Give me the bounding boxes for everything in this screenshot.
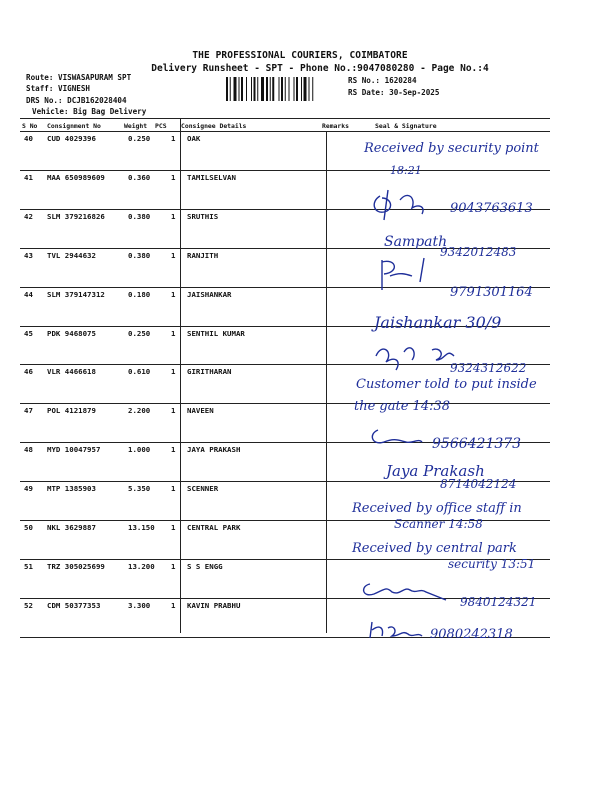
company-name: THE PROFESSIONAL COURIERS, COIMBATORE (192, 50, 408, 61)
signature-52-phone: 9080242318 (430, 627, 513, 642)
row-consignee: CENTRAL PARK (187, 523, 241, 532)
signature-50-line1: Received by central park (352, 541, 517, 556)
row-consignment-no: NKL 3629887 (47, 523, 96, 532)
col-seal: Seal & Signature (375, 122, 437, 130)
row-consignee: TAMILSELVAN (187, 172, 236, 182)
row-weight: 0.380 (128, 211, 151, 221)
signature-42-name: Sampath (384, 234, 448, 250)
row-weight: 1.000 (128, 445, 151, 455)
signature-40-time: 18:21 (390, 164, 422, 177)
row-pcs: 1 (171, 406, 176, 416)
row-weight: 13.200 (128, 561, 155, 571)
row-consignee: NAVEEN (187, 406, 214, 416)
row-sno: 40 (24, 134, 33, 143)
row-consignment-no: MYD 10047957 (47, 445, 101, 455)
row-pcs: 1 (171, 367, 176, 377)
signature-52-mark (370, 622, 422, 638)
staff-label: Staff: VIGNESH (26, 84, 91, 93)
row-sno: 44 (24, 289, 33, 299)
row-pcs: 1 (171, 523, 176, 532)
row-sno: 50 (24, 523, 33, 532)
signature-42-phone: 9342012483 (440, 245, 517, 259)
row-weight: 0.380 (128, 250, 151, 260)
col-pcs: PCS (155, 122, 167, 130)
row-consignee: RANJITH (187, 250, 219, 260)
signature-51-phone: 9840124321 (460, 595, 537, 609)
rs-date: RS Date: 30-Sep-2025 (348, 88, 440, 97)
row-consignment-no: PDK 9468075 (47, 328, 96, 338)
row-sno: 48 (24, 445, 33, 455)
remarks-divider (326, 131, 327, 633)
signature-45-mark (376, 348, 454, 370)
row-pcs: 1 (171, 289, 176, 299)
row-pcs: 1 (171, 172, 176, 182)
signature-46-line2: the gate 14:38 (354, 399, 451, 414)
signature-49-line2: Scanner 14:58 (394, 517, 483, 531)
signature-50-line2: security 13:51 (448, 557, 536, 571)
signature-41-mark (374, 190, 423, 220)
vehicle-label: Vehicle: Big Bag Delivery (32, 107, 147, 116)
row-consignment-no: TRZ 305025699 (47, 561, 105, 571)
signature-48-phone: 8714042124 (440, 477, 517, 491)
row-consignee: OAK (187, 134, 201, 143)
row-consignee: SCENNER (187, 484, 219, 494)
row-weight: 0.250 (128, 134, 151, 143)
rs-number: RS No.: 1620284 (348, 76, 417, 85)
row-consignment-no: MTP 1385903 (47, 484, 96, 494)
row-weight: 0.610 (128, 367, 151, 377)
col-consignee: Consignee Details (181, 122, 247, 130)
row-consignment-no: MAA 650989609 (47, 172, 105, 182)
col-remarks: Remarks (322, 122, 349, 130)
consignee-divider (180, 118, 181, 633)
row-consignee: S S ENGG (187, 561, 223, 571)
row-pcs: 1 (171, 134, 176, 143)
signature-47-mark (372, 430, 422, 443)
col-sno: S No (22, 122, 38, 130)
signature-area (340, 130, 600, 650)
col-weight: Weight (124, 122, 148, 130)
row-weight: 5.350 (128, 484, 151, 494)
row-consignment-no: SLM 379147312 (47, 289, 105, 299)
signature-41-phone: 9043763613 (450, 201, 533, 216)
row-consignee: JAYA PRAKASH (187, 445, 241, 455)
signature-44-text: Jaishankar 30/9 (374, 313, 502, 332)
signature-48-name: Jaya Prakash (386, 462, 485, 480)
row-pcs: 1 (171, 328, 176, 338)
row-pcs: 1 (171, 250, 176, 260)
row-weight: 0.250 (128, 328, 151, 338)
row-weight: 0.360 (128, 172, 151, 182)
row-consignee: SENTHIL KUMAR (187, 328, 245, 338)
row-pcs: 1 (171, 484, 176, 494)
barcode-image (226, 77, 342, 101)
row-sno: 49 (24, 484, 33, 494)
signature-46-line1: Customer told to put inside (356, 377, 537, 392)
row-pcs: 1 (171, 600, 176, 610)
row-sno: 47 (24, 406, 33, 416)
signature-43-phone: 9791301164 (450, 285, 533, 300)
row-sno: 52 (24, 600, 33, 610)
row-pcs: 1 (171, 445, 176, 455)
row-pcs: 1 (171, 561, 176, 571)
table-top-rule (20, 118, 550, 119)
signature-40-text: Received by security point (364, 141, 539, 156)
row-weight: 3.300 (128, 600, 151, 610)
row-consignee: JAISHANKAR (187, 289, 232, 299)
row-consignment-no: TVL 2944632 (47, 250, 96, 260)
signature-49-line1: Received by office staff in (352, 501, 522, 516)
row-sno: 42 (24, 211, 33, 221)
drs-number: DRS No.: DCJB162028404 (26, 96, 127, 105)
col-consignment: Consignment No (47, 122, 101, 130)
signature-51-mark (364, 584, 446, 600)
row-consignment-no: CDM 50377353 (47, 600, 101, 610)
row-sno: 45 (24, 328, 33, 338)
row-consignment-no: SLM 379216826 (47, 211, 105, 221)
row-sno: 46 (24, 367, 33, 377)
row-sno: 43 (24, 250, 33, 260)
signature-43-mark (382, 258, 424, 290)
row-consignment-no: CUD 4029396 (47, 134, 96, 143)
row-weight: 13.150 (128, 523, 155, 532)
row-weight: 0.180 (128, 289, 151, 299)
row-consignee: KAVIN PRABHU (187, 600, 241, 610)
signature-45-phone: 9324312622 (450, 361, 527, 375)
row-consignee: GIRITHARAN (187, 367, 232, 377)
signature-47-phone: 9566421373 (432, 436, 522, 452)
row-sno: 41 (24, 172, 33, 182)
route-label: Route: VISWASAPURAM SPT (26, 73, 132, 82)
row-sno: 51 (24, 561, 33, 571)
row-pcs: 1 (171, 211, 176, 221)
row-consignment-no: VLR 4466618 (47, 367, 96, 377)
runsheet-title: Delivery Runsheet - SPT - Phone No.:9047080280 - Page No.:4 (151, 63, 489, 74)
row-consignment-no: POL 4121879 (47, 406, 96, 416)
row-weight: 2.200 (128, 406, 151, 416)
row-consignee: SRUTHIS (187, 211, 219, 221)
